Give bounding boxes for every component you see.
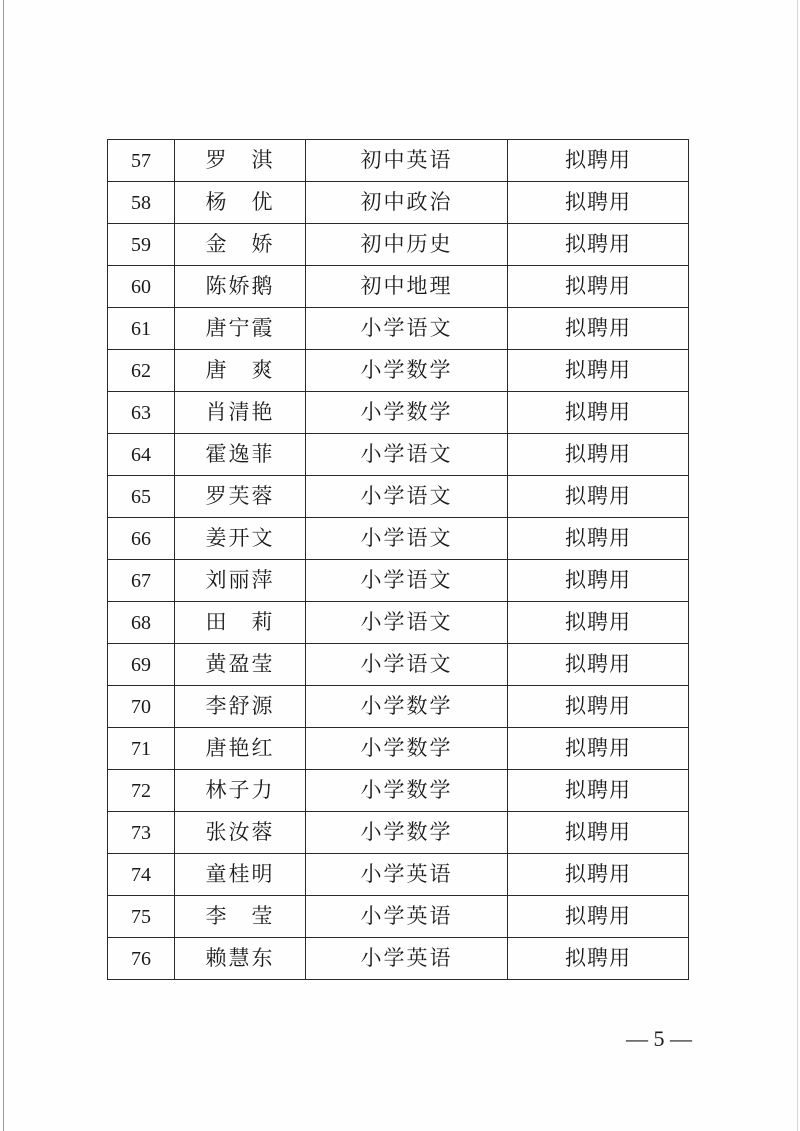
person-name: 张汝蓉 xyxy=(175,812,306,854)
subject-cell: 小学数学 xyxy=(306,350,508,392)
status-cell: 拟聘用 xyxy=(508,182,689,224)
row-number: 69 xyxy=(108,644,175,686)
table-row xyxy=(108,812,689,854)
person-name: 林子力 xyxy=(175,770,306,812)
person-name: 肖清艳 xyxy=(175,392,306,434)
status-cell: 拟聘用 xyxy=(508,812,689,854)
row-number: 59 xyxy=(108,224,175,266)
status-cell: 拟聘用 xyxy=(508,392,689,434)
status-cell: 拟聘用 xyxy=(508,308,689,350)
person-name: 罗 淇 xyxy=(175,140,306,182)
subject-cell: 小学英语 xyxy=(306,938,508,980)
subject-cell: 小学英语 xyxy=(306,896,508,938)
row-number: 72 xyxy=(108,770,175,812)
status-cell: 拟聘用 xyxy=(508,686,689,728)
status-cell: 拟聘用 xyxy=(508,224,689,266)
person-name: 童桂明 xyxy=(175,854,306,896)
table-row xyxy=(108,518,689,560)
person-name: 李 莹 xyxy=(175,896,306,938)
subject-cell: 小学数学 xyxy=(306,392,508,434)
subject-cell: 小学语文 xyxy=(306,644,508,686)
status-cell: 拟聘用 xyxy=(508,770,689,812)
row-number: 61 xyxy=(108,308,175,350)
status-cell: 拟聘用 xyxy=(508,266,689,308)
table-row xyxy=(108,560,689,602)
status-cell: 拟聘用 xyxy=(508,896,689,938)
person-name: 罗芙蓉 xyxy=(175,476,306,518)
row-number: 73 xyxy=(108,812,175,854)
subject-cell: 初中英语 xyxy=(306,140,508,182)
page-number: — 5 — xyxy=(626,1026,692,1051)
row-number: 57 xyxy=(108,140,175,182)
subject-cell: 小学语文 xyxy=(306,434,508,476)
subject-cell: 小学语文 xyxy=(306,518,508,560)
person-name: 唐宁霞 xyxy=(175,308,306,350)
status-cell: 拟聘用 xyxy=(508,602,689,644)
subject-cell: 小学英语 xyxy=(306,854,508,896)
subject-cell: 初中历史 xyxy=(306,224,508,266)
status-cell: 拟聘用 xyxy=(508,728,689,770)
person-name: 陈娇鹅 xyxy=(175,266,306,308)
table-row xyxy=(108,602,689,644)
status-cell: 拟聘用 xyxy=(508,938,689,980)
table-row xyxy=(108,770,689,812)
subject-cell: 小学数学 xyxy=(306,812,508,854)
table-row xyxy=(108,140,689,182)
table-row xyxy=(108,686,689,728)
status-cell: 拟聘用 xyxy=(508,476,689,518)
person-name: 田 莉 xyxy=(175,602,306,644)
table-row xyxy=(108,392,689,434)
row-number: 68 xyxy=(108,602,175,644)
status-cell: 拟聘用 xyxy=(508,644,689,686)
table-row xyxy=(108,266,689,308)
table-row xyxy=(108,896,689,938)
table-row xyxy=(108,434,689,476)
person-name: 金 娇 xyxy=(175,224,306,266)
scan-edge-left xyxy=(3,0,4,1131)
row-number: 58 xyxy=(108,182,175,224)
row-number: 74 xyxy=(108,854,175,896)
hiring-list-body xyxy=(108,140,689,980)
person-name: 霍逸菲 xyxy=(175,434,306,476)
row-number: 60 xyxy=(108,266,175,308)
scan-edge-right xyxy=(797,0,798,1131)
person-name: 杨 优 xyxy=(175,182,306,224)
status-cell: 拟聘用 xyxy=(508,560,689,602)
row-number: 66 xyxy=(108,518,175,560)
status-cell: 拟聘用 xyxy=(508,854,689,896)
status-cell: 拟聘用 xyxy=(508,140,689,182)
table-row xyxy=(108,728,689,770)
row-number: 76 xyxy=(108,938,175,980)
person-name: 姜开文 xyxy=(175,518,306,560)
table-row xyxy=(108,350,689,392)
hiring-list-table xyxy=(107,139,689,980)
subject-cell: 小学语文 xyxy=(306,308,508,350)
subject-cell: 小学数学 xyxy=(306,728,508,770)
table-row xyxy=(108,224,689,266)
row-number: 63 xyxy=(108,392,175,434)
subject-cell: 小学语文 xyxy=(306,560,508,602)
subject-cell: 初中地理 xyxy=(306,266,508,308)
row-number: 71 xyxy=(108,728,175,770)
subject-cell: 小学数学 xyxy=(306,686,508,728)
subject-cell: 小学数学 xyxy=(306,770,508,812)
subject-cell: 小学语文 xyxy=(306,476,508,518)
table-row xyxy=(108,854,689,896)
person-name: 刘丽萍 xyxy=(175,560,306,602)
row-number: 62 xyxy=(108,350,175,392)
status-cell: 拟聘用 xyxy=(508,350,689,392)
status-cell: 拟聘用 xyxy=(508,518,689,560)
row-number: 67 xyxy=(108,560,175,602)
person-name: 唐艳红 xyxy=(175,728,306,770)
person-name: 黄盈莹 xyxy=(175,644,306,686)
row-number: 64 xyxy=(108,434,175,476)
row-number: 70 xyxy=(108,686,175,728)
subject-cell: 初中政治 xyxy=(306,182,508,224)
status-cell: 拟聘用 xyxy=(508,434,689,476)
subject-cell: 小学语文 xyxy=(306,602,508,644)
person-name: 李舒源 xyxy=(175,686,306,728)
table-row xyxy=(108,182,689,224)
table-row xyxy=(108,644,689,686)
row-number: 65 xyxy=(108,476,175,518)
table-row xyxy=(108,308,689,350)
row-number: 75 xyxy=(108,896,175,938)
person-name: 唐 爽 xyxy=(175,350,306,392)
person-name: 赖慧东 xyxy=(175,938,306,980)
table-row xyxy=(108,938,689,980)
table-row xyxy=(108,476,689,518)
